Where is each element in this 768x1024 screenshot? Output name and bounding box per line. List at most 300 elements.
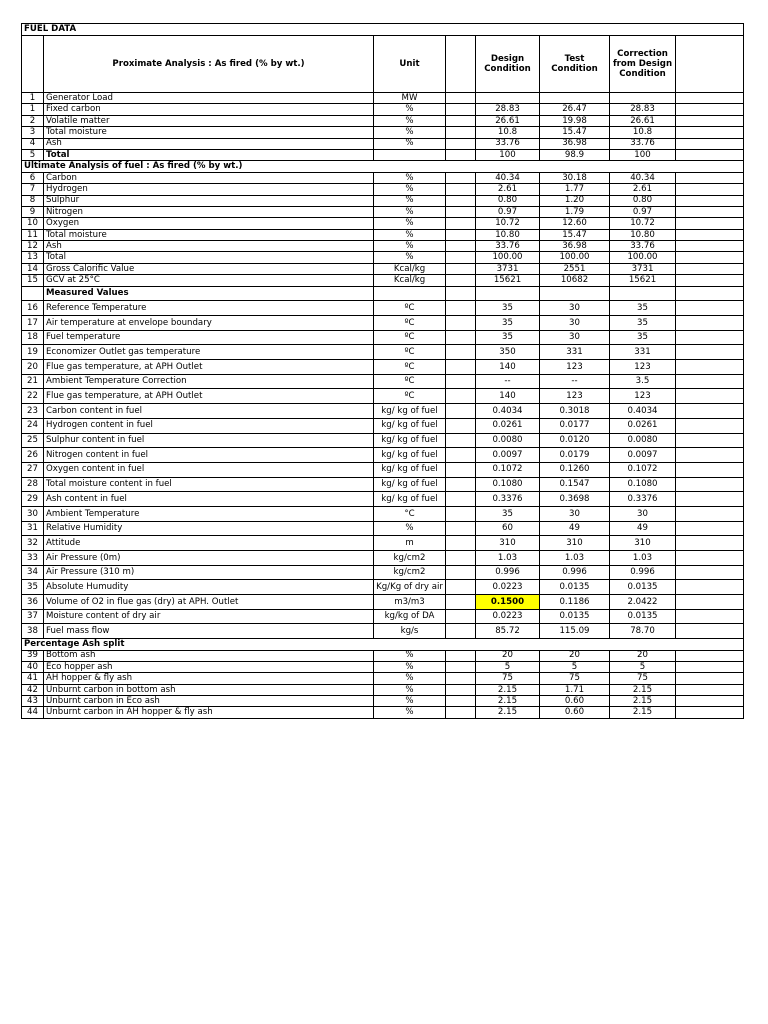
row-spacer-cell bbox=[446, 536, 476, 551]
row-correction-value: 78.70 bbox=[610, 624, 676, 639]
row-unit: % bbox=[374, 115, 446, 126]
row-correction-value: 40.34 bbox=[610, 172, 676, 183]
row-number: 11 bbox=[22, 229, 44, 240]
row-correction-value: 5 bbox=[610, 661, 676, 672]
row-number: 31 bbox=[22, 521, 44, 536]
row-correction-value bbox=[610, 93, 676, 104]
header-test: Test Condition bbox=[540, 36, 610, 93]
row-design-value: 140 bbox=[476, 389, 540, 404]
row-number: 38 bbox=[22, 624, 44, 639]
row-test-value: 1.03 bbox=[540, 551, 610, 566]
row-unit: Kcal/kg bbox=[374, 263, 446, 274]
row-extra-cell bbox=[676, 707, 744, 718]
table-row bbox=[22, 661, 744, 672]
table-row bbox=[22, 433, 744, 448]
row-spacer-cell bbox=[446, 195, 476, 206]
table-row bbox=[22, 172, 744, 183]
row-unit bbox=[374, 149, 446, 160]
row-design-value: 35 bbox=[476, 301, 540, 316]
row-spacer-cell bbox=[446, 184, 476, 195]
row-extra-cell bbox=[676, 661, 744, 672]
row-correction-value: 33.76 bbox=[610, 241, 676, 252]
row-test-value: 30 bbox=[540, 316, 610, 331]
row-spacer-cell bbox=[446, 374, 476, 389]
row-label: Bottom ash bbox=[44, 650, 374, 661]
row-extra-cell bbox=[676, 127, 744, 138]
row-test-value: 123 bbox=[540, 360, 610, 375]
row-test-value: 0.60 bbox=[540, 707, 610, 718]
row-spacer-cell bbox=[446, 330, 476, 345]
row-unit: ºC bbox=[374, 360, 446, 375]
row-test-value: 30 bbox=[540, 506, 610, 521]
row-spacer-cell bbox=[446, 418, 476, 433]
row-unit: kg/s bbox=[374, 624, 446, 639]
row-spacer-cell bbox=[446, 172, 476, 183]
row-label: Unburnt carbon in Eco ash bbox=[44, 696, 374, 707]
row-number: 34 bbox=[22, 565, 44, 580]
table-row bbox=[22, 138, 744, 149]
row-unit: % bbox=[374, 218, 446, 229]
row-unit: m3/m3 bbox=[374, 595, 446, 610]
row-design-value: 100 bbox=[476, 149, 540, 160]
row-correction-value: 0.0135 bbox=[610, 580, 676, 595]
row-extra-cell bbox=[676, 206, 744, 217]
row-extra-cell bbox=[676, 624, 744, 639]
row-test-value: 331 bbox=[540, 345, 610, 360]
row-correction-value: 0.80 bbox=[610, 195, 676, 206]
row-test-value: 0.996 bbox=[540, 565, 610, 580]
table-row bbox=[22, 374, 744, 389]
header-unit: Unit bbox=[374, 36, 446, 93]
table-row bbox=[22, 104, 744, 115]
row-unit: °C bbox=[374, 506, 446, 521]
row-number: 15 bbox=[22, 275, 44, 286]
row-label: Moisture content of dry air bbox=[44, 609, 374, 624]
table-row bbox=[22, 115, 744, 126]
row-extra-cell bbox=[676, 389, 744, 404]
row-spacer-cell bbox=[446, 263, 476, 274]
row-test-value: 0.3018 bbox=[540, 404, 610, 419]
row-extra-cell bbox=[676, 172, 744, 183]
row-unit: kg/kg of DA bbox=[374, 609, 446, 624]
row-spacer-cell bbox=[446, 650, 476, 661]
row-design-value: -- bbox=[476, 374, 540, 389]
table-row bbox=[22, 492, 744, 507]
row-unit: % bbox=[374, 673, 446, 684]
row-correction-value: 0.0080 bbox=[610, 433, 676, 448]
row-design-value: 60 bbox=[476, 521, 540, 536]
row-test-value: 0.1260 bbox=[540, 462, 610, 477]
row-extra-cell bbox=[676, 595, 744, 610]
row-number: 22 bbox=[22, 389, 44, 404]
row-correction-value: 3.5 bbox=[610, 374, 676, 389]
row-design-value: 0.4034 bbox=[476, 404, 540, 419]
row-design-value: 10.72 bbox=[476, 218, 540, 229]
table-row bbox=[22, 624, 744, 639]
row-label: Ambient Temperature bbox=[44, 506, 374, 521]
row-number: 6 bbox=[22, 172, 44, 183]
row-correction-value: 331 bbox=[610, 345, 676, 360]
row-correction-value: 2.15 bbox=[610, 684, 676, 695]
row-extra-cell bbox=[676, 418, 744, 433]
header-correction: Correction from Design Condition bbox=[610, 36, 676, 93]
row-unit: % bbox=[374, 684, 446, 695]
row-test-value: 0.60 bbox=[540, 696, 610, 707]
row-test-value: 100.00 bbox=[540, 252, 610, 263]
section-header-row bbox=[22, 161, 744, 172]
row-correction-value: 2.0422 bbox=[610, 595, 676, 610]
row-test-value: 123 bbox=[540, 389, 610, 404]
row-spacer-cell bbox=[446, 673, 476, 684]
highlighted-design-value: 0.1500 bbox=[476, 595, 540, 610]
row-label: Reference Temperature bbox=[44, 301, 374, 316]
row-number: 26 bbox=[22, 448, 44, 463]
section-design-cell bbox=[476, 286, 540, 301]
header-extra-cell bbox=[676, 36, 744, 93]
row-label: Nitrogen bbox=[44, 206, 374, 217]
row-correction-value: 0.1072 bbox=[610, 462, 676, 477]
row-label: Generator Load bbox=[44, 93, 374, 104]
row-extra-cell bbox=[676, 374, 744, 389]
row-extra-cell bbox=[676, 551, 744, 566]
row-label: Sulphur bbox=[44, 195, 374, 206]
section-unit-cell bbox=[374, 286, 446, 301]
row-unit: % bbox=[374, 184, 446, 195]
header-design: Design Condition bbox=[476, 36, 540, 93]
row-number: 44 bbox=[22, 707, 44, 718]
row-spacer-cell bbox=[446, 360, 476, 375]
row-design-value: 3731 bbox=[476, 263, 540, 274]
row-label: Unburnt carbon in bottom ash bbox=[44, 684, 374, 695]
table-row bbox=[22, 418, 744, 433]
row-spacer-cell bbox=[446, 115, 476, 126]
row-test-value: 1.79 bbox=[540, 206, 610, 217]
table-row bbox=[22, 263, 744, 274]
row-unit: % bbox=[374, 172, 446, 183]
row-correction-value: 10.80 bbox=[610, 229, 676, 240]
row-number: 39 bbox=[22, 650, 44, 661]
row-unit: % bbox=[374, 252, 446, 263]
row-design-value: 2.15 bbox=[476, 707, 540, 718]
table-row bbox=[22, 673, 744, 684]
table-row bbox=[22, 241, 744, 252]
table-row bbox=[22, 316, 744, 331]
row-test-value: 36.98 bbox=[540, 241, 610, 252]
row-number: 1 bbox=[22, 93, 44, 104]
row-unit: kg/ kg of fuel bbox=[374, 433, 446, 448]
table-row bbox=[22, 195, 744, 206]
row-label: Air Pressure (310 m) bbox=[44, 565, 374, 580]
row-extra-cell bbox=[676, 650, 744, 661]
row-number: 12 bbox=[22, 241, 44, 252]
row-test-value: 0.0135 bbox=[540, 609, 610, 624]
row-correction-value: 75 bbox=[610, 673, 676, 684]
table-row bbox=[22, 565, 744, 580]
row-correction-value: 2.61 bbox=[610, 184, 676, 195]
row-spacer-cell bbox=[446, 104, 476, 115]
row-number: 33 bbox=[22, 551, 44, 566]
row-design-value: 2.15 bbox=[476, 684, 540, 695]
table-row bbox=[22, 595, 744, 610]
row-correction-value: 310 bbox=[610, 536, 676, 551]
row-extra-cell bbox=[676, 448, 744, 463]
table-row bbox=[22, 389, 744, 404]
row-spacer-cell bbox=[446, 218, 476, 229]
row-unit: ºC bbox=[374, 316, 446, 331]
row-spacer-cell bbox=[446, 696, 476, 707]
row-label: Fuel temperature bbox=[44, 330, 374, 345]
row-number: 41 bbox=[22, 673, 44, 684]
row-unit: m bbox=[374, 536, 446, 551]
row-unit: kg/ kg of fuel bbox=[374, 462, 446, 477]
row-unit: % bbox=[374, 195, 446, 206]
table-row bbox=[22, 127, 744, 138]
row-unit: % bbox=[374, 521, 446, 536]
row-correction-value: 35 bbox=[610, 316, 676, 331]
row-spacer-cell bbox=[446, 138, 476, 149]
row-label: Economizer Outlet gas temperature bbox=[44, 345, 374, 360]
row-unit: % bbox=[374, 696, 446, 707]
row-unit: kg/cm2 bbox=[374, 551, 446, 566]
table-row bbox=[22, 707, 744, 718]
row-number: 9 bbox=[22, 206, 44, 217]
row-test-value: 0.0135 bbox=[540, 580, 610, 595]
row-number: 24 bbox=[22, 418, 44, 433]
row-label: Oxygen content in fuel bbox=[44, 462, 374, 477]
row-extra-cell bbox=[676, 93, 744, 104]
section-extra-cell bbox=[676, 286, 744, 301]
row-extra-cell bbox=[676, 252, 744, 263]
row-unit: % bbox=[374, 707, 446, 718]
row-design-value: 35 bbox=[476, 330, 540, 345]
section-header-row bbox=[22, 286, 744, 301]
row-number: 17 bbox=[22, 316, 44, 331]
table-row bbox=[22, 184, 744, 195]
row-unit: ºC bbox=[374, 345, 446, 360]
row-spacer-cell bbox=[446, 127, 476, 138]
table-row bbox=[22, 448, 744, 463]
row-label: Total moisture bbox=[44, 229, 374, 240]
row-test-value: 30 bbox=[540, 301, 610, 316]
row-spacer-cell bbox=[446, 252, 476, 263]
row-spacer-cell bbox=[446, 206, 476, 217]
row-test-value: 0.0177 bbox=[540, 418, 610, 433]
section-title: Ultimate Analysis of fuel : As fired (% by wt.) bbox=[22, 161, 744, 172]
row-label: Flue gas temperature, at APH Outlet bbox=[44, 360, 374, 375]
row-test-value: 0.0179 bbox=[540, 448, 610, 463]
row-unit: % bbox=[374, 138, 446, 149]
row-test-value: 26.47 bbox=[540, 104, 610, 115]
row-extra-cell bbox=[676, 229, 744, 240]
row-correction-value: 2.15 bbox=[610, 696, 676, 707]
row-test-value: 0.1186 bbox=[540, 595, 610, 610]
row-spacer-cell bbox=[446, 477, 476, 492]
row-extra-cell bbox=[676, 492, 744, 507]
row-unit: ºC bbox=[374, 301, 446, 316]
row-design-value: 0.0261 bbox=[476, 418, 540, 433]
row-correction-value: 0.97 bbox=[610, 206, 676, 217]
row-design-value: 350 bbox=[476, 345, 540, 360]
row-design-value: 1.03 bbox=[476, 551, 540, 566]
row-design-value: 100.00 bbox=[476, 252, 540, 263]
row-label: Ash content in fuel bbox=[44, 492, 374, 507]
table-row bbox=[22, 609, 744, 624]
row-correction-value: 15621 bbox=[610, 275, 676, 286]
section-test-cell bbox=[540, 286, 610, 301]
row-spacer-cell bbox=[446, 661, 476, 672]
row-extra-cell bbox=[676, 521, 744, 536]
row-number: 21 bbox=[22, 374, 44, 389]
table-row bbox=[22, 330, 744, 345]
row-extra-cell bbox=[676, 477, 744, 492]
table-row bbox=[22, 696, 744, 707]
row-label: Absolute Humudity bbox=[44, 580, 374, 595]
row-extra-cell bbox=[676, 345, 744, 360]
row-number: 25 bbox=[22, 433, 44, 448]
row-number: 40 bbox=[22, 661, 44, 672]
row-test-value: 10682 bbox=[540, 275, 610, 286]
row-design-value: 20 bbox=[476, 650, 540, 661]
row-number: 13 bbox=[22, 252, 44, 263]
row-number: 20 bbox=[22, 360, 44, 375]
row-number: 43 bbox=[22, 696, 44, 707]
row-unit: % bbox=[374, 104, 446, 115]
row-design-value: 140 bbox=[476, 360, 540, 375]
row-design-value: 2.61 bbox=[476, 184, 540, 195]
row-spacer-cell bbox=[446, 345, 476, 360]
row-label: Oxygen bbox=[44, 218, 374, 229]
row-spacer-cell bbox=[446, 433, 476, 448]
row-label: Air temperature at envelope boundary bbox=[44, 316, 374, 331]
row-design-value: 10.8 bbox=[476, 127, 540, 138]
table-row bbox=[22, 206, 744, 217]
row-spacer-cell bbox=[446, 506, 476, 521]
row-extra-cell bbox=[676, 316, 744, 331]
row-extra-cell bbox=[676, 218, 744, 229]
table-row bbox=[22, 218, 744, 229]
row-extra-cell bbox=[676, 580, 744, 595]
row-design-value: 0.0223 bbox=[476, 609, 540, 624]
row-spacer-cell bbox=[446, 275, 476, 286]
row-spacer-cell bbox=[446, 707, 476, 718]
row-test-value: 0.3698 bbox=[540, 492, 610, 507]
row-spacer-cell bbox=[446, 301, 476, 316]
row-design-value: 33.76 bbox=[476, 138, 540, 149]
row-label: Ash bbox=[44, 241, 374, 252]
row-label: Eco hopper ash bbox=[44, 661, 374, 672]
table-row bbox=[22, 506, 744, 521]
row-label: Sulphur content in fuel bbox=[44, 433, 374, 448]
table-row bbox=[22, 650, 744, 661]
row-extra-cell bbox=[676, 104, 744, 115]
row-test-value: 30.18 bbox=[540, 172, 610, 183]
row-design-value: 85.72 bbox=[476, 624, 540, 639]
row-label: Ambient Temperature Correction bbox=[44, 374, 374, 389]
row-unit: % bbox=[374, 127, 446, 138]
row-label: Total bbox=[44, 252, 374, 263]
row-unit: % bbox=[374, 650, 446, 661]
row-number: 7 bbox=[22, 184, 44, 195]
table-row bbox=[22, 345, 744, 360]
row-unit: kg/ kg of fuel bbox=[374, 404, 446, 419]
row-label: Total bbox=[44, 149, 374, 160]
title-row bbox=[22, 24, 744, 36]
row-extra-cell bbox=[676, 241, 744, 252]
row-spacer-cell bbox=[446, 624, 476, 639]
section-title: Measured Values bbox=[44, 286, 374, 301]
row-number: 2 bbox=[22, 115, 44, 126]
row-design-value: 0.80 bbox=[476, 195, 540, 206]
row-extra-cell bbox=[676, 138, 744, 149]
row-design-value: 35 bbox=[476, 506, 540, 521]
row-unit: ºC bbox=[374, 389, 446, 404]
row-number: 23 bbox=[22, 404, 44, 419]
row-extra-cell bbox=[676, 301, 744, 316]
row-number: 18 bbox=[22, 330, 44, 345]
row-test-value: 2551 bbox=[540, 263, 610, 274]
table-row bbox=[22, 360, 744, 375]
row-unit: kg/ kg of fuel bbox=[374, 477, 446, 492]
row-design-value: 40.34 bbox=[476, 172, 540, 183]
row-test-value: 19.98 bbox=[540, 115, 610, 126]
row-label: Hydrogen content in fuel bbox=[44, 418, 374, 433]
row-label: Relative Humidity bbox=[44, 521, 374, 536]
row-design-value: 5 bbox=[476, 661, 540, 672]
row-label: Hydrogen bbox=[44, 184, 374, 195]
row-design-value: 310 bbox=[476, 536, 540, 551]
header-analysis: Proximate Analysis : As fired (% by wt.) bbox=[44, 36, 374, 93]
row-extra-cell bbox=[676, 149, 744, 160]
row-test-value: 1.77 bbox=[540, 184, 610, 195]
row-extra-cell bbox=[676, 115, 744, 126]
row-design-value: 35 bbox=[476, 316, 540, 331]
row-spacer-cell bbox=[446, 241, 476, 252]
row-spacer-cell bbox=[446, 462, 476, 477]
row-label: Carbon bbox=[44, 172, 374, 183]
row-test-value: 15.47 bbox=[540, 127, 610, 138]
row-test-value: 0.0120 bbox=[540, 433, 610, 448]
row-extra-cell bbox=[676, 536, 744, 551]
row-correction-value: 10.8 bbox=[610, 127, 676, 138]
section-correction-cell bbox=[610, 286, 676, 301]
row-test-value: 75 bbox=[540, 673, 610, 684]
table-row bbox=[22, 521, 744, 536]
row-number: 29 bbox=[22, 492, 44, 507]
row-unit: Kg/Kg of dry air bbox=[374, 580, 446, 595]
row-number: 28 bbox=[22, 477, 44, 492]
row-extra-cell bbox=[676, 433, 744, 448]
row-spacer-cell bbox=[446, 149, 476, 160]
row-test-value: 20 bbox=[540, 650, 610, 661]
table-row bbox=[22, 580, 744, 595]
row-number: 16 bbox=[22, 301, 44, 316]
row-correction-value: 2.15 bbox=[610, 707, 676, 718]
row-correction-value: 0.4034 bbox=[610, 404, 676, 419]
row-label: Carbon content in fuel bbox=[44, 404, 374, 419]
row-test-value: 115.09 bbox=[540, 624, 610, 639]
row-test-value: 49 bbox=[540, 521, 610, 536]
row-test-value: 1.20 bbox=[540, 195, 610, 206]
row-test-value bbox=[540, 93, 610, 104]
row-extra-cell bbox=[676, 263, 744, 274]
row-design-value: 0.3376 bbox=[476, 492, 540, 507]
row-extra-cell bbox=[676, 360, 744, 375]
row-test-value: -- bbox=[540, 374, 610, 389]
row-label: Fixed carbon bbox=[44, 104, 374, 115]
row-number: 42 bbox=[22, 684, 44, 695]
row-spacer-cell bbox=[446, 609, 476, 624]
row-label: Nitrogen content in fuel bbox=[44, 448, 374, 463]
